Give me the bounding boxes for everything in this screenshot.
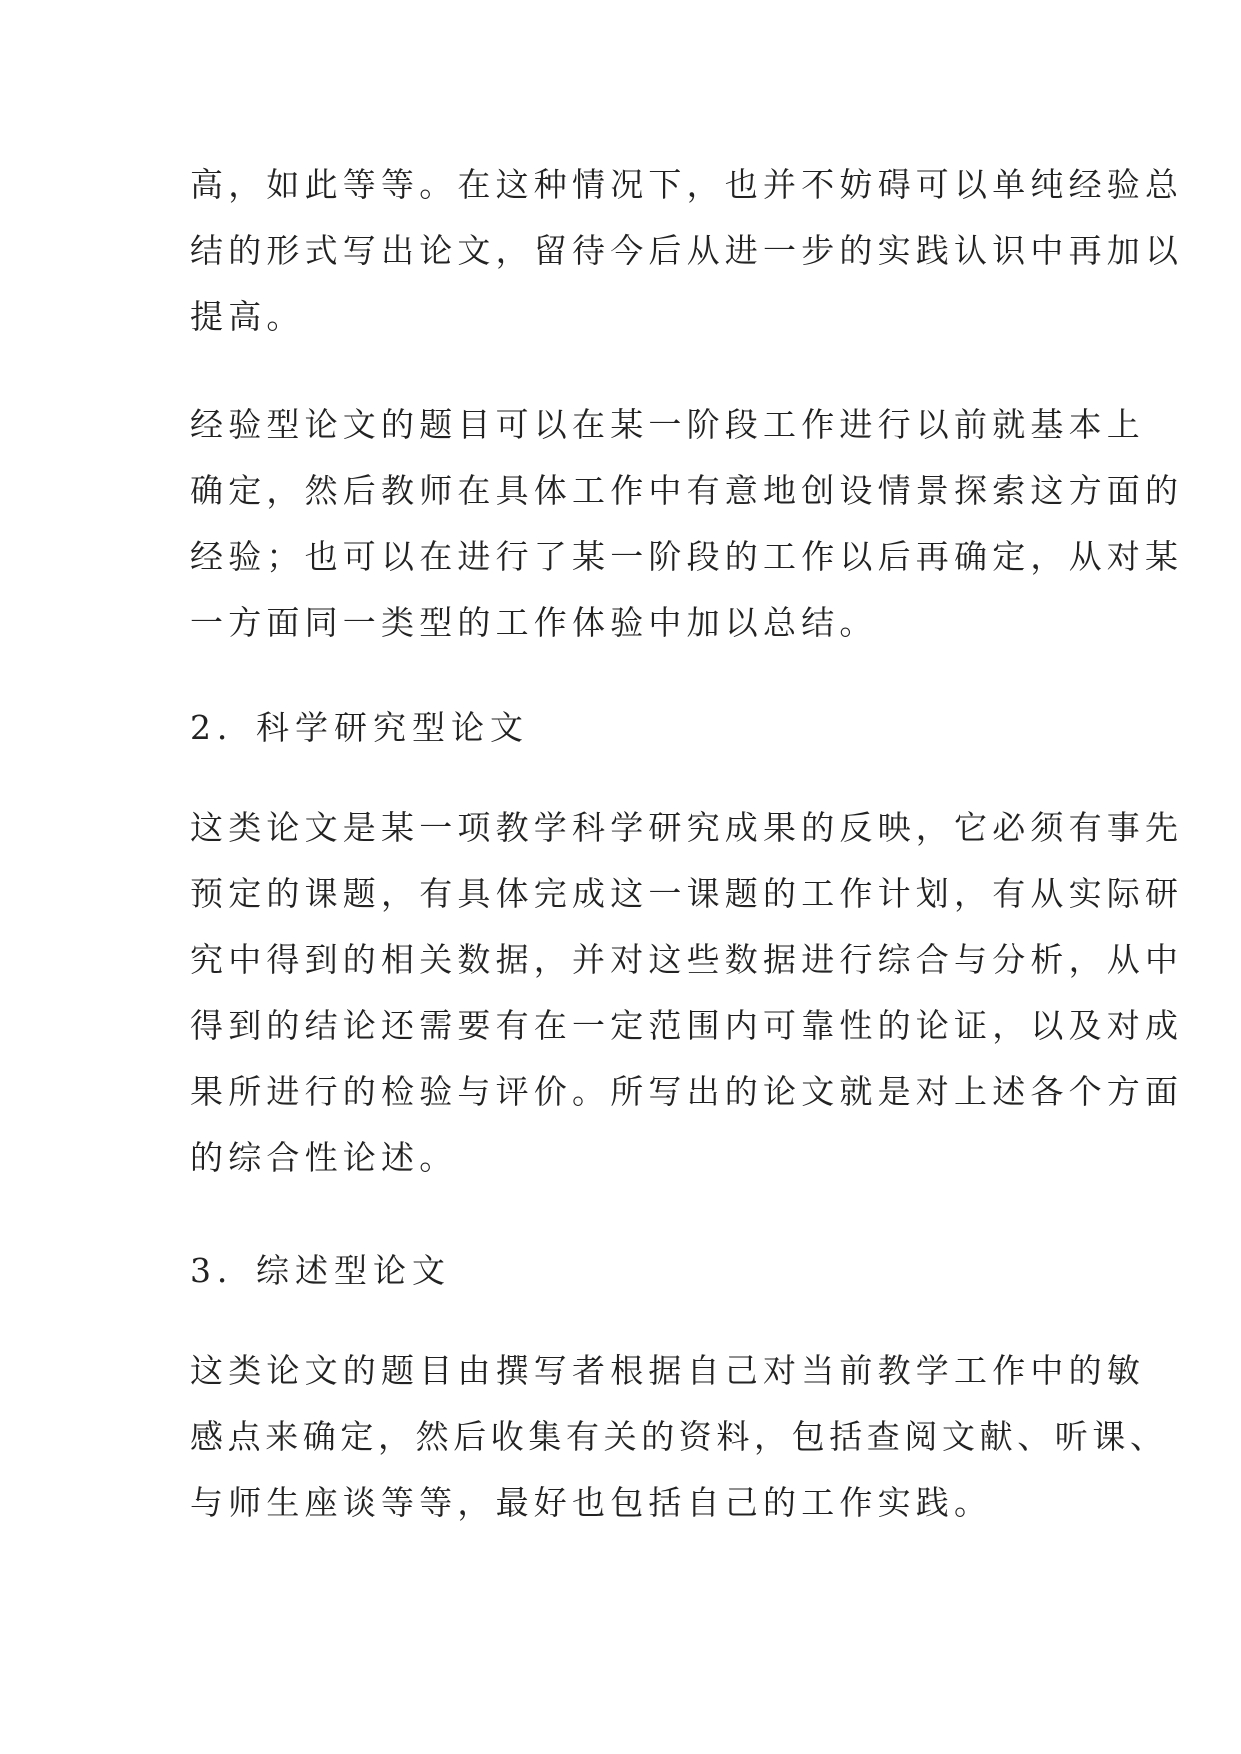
text-line: 经验；也可以在进行了某一阶段的工作以后再确定，从对某: [190, 537, 1184, 576]
text-line: 一方面同一类型的工作体验中加以总结。: [190, 603, 878, 642]
section-heading-review: [190, 1238, 1060, 1304]
text-line: 预定的课题，有具体完成这一课题的工作计划，有从实际研: [190, 874, 1184, 913]
heading-text: 2．科学研究型论文: [190, 708, 529, 747]
paragraph-scientific-research: [190, 795, 1184, 1191]
text-line: 得到的结论还需要有在一定范围内可靠性的论证，以及对成: [190, 1006, 1184, 1045]
text-line: 这类论文的题目由撰写者根据自己对当前教学工作中的敏: [190, 1351, 1145, 1390]
text-line: 经验型论文的题目可以在某一阶段工作进行以前就基本上: [190, 405, 1145, 444]
paragraph-continuation: [190, 152, 1184, 350]
heading-text: 3．综述型论文: [190, 1251, 451, 1290]
section-heading-scientific-research: [190, 695, 1060, 761]
text-line: 提高。: [190, 297, 305, 336]
paragraph-review: [190, 1338, 1168, 1536]
text-line: 与师生座谈等等，最好也包括自己的工作实践。: [190, 1483, 993, 1522]
text-line: 这类论文是某一项教学科学研究成果的反映，它必须有事先: [190, 808, 1184, 847]
text-line: 结的形式写出论文，留待今后从进一步的实践认识中再加以: [190, 231, 1184, 270]
text-line: 果所进行的检验与评价。所写出的论文就是对上述各个方面: [190, 1072, 1184, 1111]
text-line: 究中得到的相关数据，并对这些数据进行综合与分析，从中: [190, 940, 1184, 979]
text-line: 的综合性论述。: [190, 1138, 458, 1177]
paragraph-experience-paper-topic: [190, 392, 1184, 656]
text-line: 确定，然后教师在具体工作中有意地创设情景探索这方面的: [190, 471, 1184, 510]
text-line: 感点来确定，然后收集有关的资料，包括查阅文献、听课、: [190, 1417, 1168, 1456]
text-line: 高，如此等等。在这种情况下，也并不妨碍可以单纯经验总: [190, 165, 1184, 204]
